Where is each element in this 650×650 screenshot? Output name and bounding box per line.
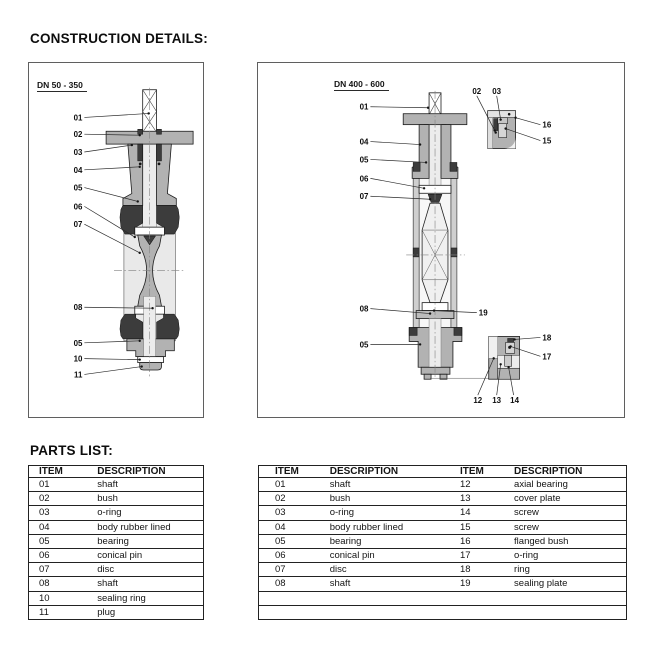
callout-19-label: 19 [478, 308, 488, 318]
item-cell: 08 [29, 577, 94, 591]
item-column-header-2: ITEM [448, 466, 505, 478]
description-cell: conical pin [93, 548, 203, 562]
item-cell: 03 [29, 506, 94, 520]
o-ring-right [158, 162, 161, 165]
description-cell: shaft [325, 577, 448, 591]
description-cell: disc [93, 563, 203, 577]
item-cell: 19 [448, 577, 505, 591]
description-cell: axial bearing [505, 478, 626, 492]
callout-labels [74, 113, 83, 379]
callout-06-label: 06 [73, 202, 83, 212]
callout-05b-label: 05 [359, 340, 369, 350]
description-cell: body rubber lined [93, 520, 203, 534]
rubber-corner-upper-right [450, 162, 457, 171]
bottom-plate [421, 367, 450, 374]
parts-row [29, 577, 204, 591]
parts-row [259, 577, 627, 591]
parts-row [29, 492, 204, 506]
description-cell: bush [93, 492, 203, 506]
callout-14-label: 14 [510, 396, 520, 406]
description-cell: flanged bush [505, 534, 626, 548]
parts-row [29, 534, 204, 548]
callout-05-label: 05 [359, 155, 369, 165]
item-cell: 13 [448, 492, 505, 506]
callout-13-label: 13 [492, 396, 502, 406]
callout-08-label: 08 [359, 304, 369, 314]
item-cell: 08 [259, 577, 325, 591]
callout-15-label: 15 [542, 136, 552, 146]
foot-left [424, 374, 431, 379]
description-column-header: DESCRIPTION [325, 466, 448, 478]
corner-notch [489, 336, 498, 358]
rubber-corner-lower-left [409, 328, 417, 336]
description-cell: cover plate [505, 492, 626, 506]
valve-cross-section [403, 91, 489, 379]
description-cell: screw [505, 506, 626, 520]
description-cell: o-ring [325, 506, 448, 520]
stem-shaft [143, 90, 157, 133]
bush-strip-left [138, 144, 143, 161]
parts-row-empty [259, 591, 627, 605]
bush-detail [494, 119, 498, 131]
description-cell: disc [325, 563, 448, 577]
item-cell: 04 [29, 520, 94, 534]
parts-row [259, 534, 627, 548]
sealing-ring [138, 357, 164, 363]
parts-row [259, 548, 627, 562]
diagram-panel-dn400-600 [257, 62, 625, 418]
item-cell: 05 [259, 534, 325, 548]
parts-row [29, 605, 204, 619]
description-cell: sealing ring [93, 591, 203, 605]
description-cell: screw [505, 520, 626, 534]
bush-top-right [157, 129, 162, 134]
item-cell: 04 [259, 520, 325, 534]
description-cell: ring [505, 563, 626, 577]
parts-row [29, 520, 204, 534]
callout-04-label: 04 [359, 137, 369, 147]
description-cell: bearing [93, 534, 203, 548]
dn-range-label-right: DN 400 - 600 [334, 79, 389, 91]
item-cell: 02 [29, 492, 94, 506]
item-cell: 12 [448, 478, 505, 492]
item-cell: 18 [448, 563, 505, 577]
trunnion-seal-left [413, 248, 419, 257]
parts-table-left [28, 465, 204, 620]
o-ring-left [139, 162, 142, 165]
description-cell: conical pin [325, 548, 448, 562]
description-cell: shaft [325, 478, 448, 492]
dn-range-label-left: DN 50 - 350 [37, 80, 87, 92]
item-cell: 17 [448, 548, 505, 562]
item-cell: 16 [448, 534, 505, 548]
parts-row [259, 563, 627, 577]
parts-row [29, 591, 204, 605]
description-column-header: DESCRIPTION [93, 466, 203, 478]
callout-02-label: 02 [73, 130, 83, 140]
item-cell: 03 [259, 506, 325, 520]
callout-03-label: 03 [492, 86, 502, 96]
flanged-bush-lip [488, 111, 516, 118]
callout-16-label: 16 [542, 120, 552, 130]
parts-row [29, 506, 204, 520]
item-cell: 05 [29, 534, 94, 548]
item-column-header: ITEM [29, 466, 94, 478]
callout-01-label: 01 [359, 102, 369, 112]
rubber-corner-upper-left [413, 162, 420, 171]
item-cell: 06 [29, 548, 94, 562]
callout-07-label: 07 [73, 220, 83, 230]
callout-12-label: 12 [473, 396, 483, 406]
description-cell: sealing plate [505, 577, 626, 591]
ring [508, 338, 514, 342]
item-column-header: ITEM [259, 466, 325, 478]
parts-row [259, 492, 627, 506]
description-cell: o-ring [505, 548, 626, 562]
parts-row [29, 563, 204, 577]
item-cell: 11 [29, 605, 94, 619]
callout-01-label: 01 [73, 113, 83, 123]
parts-row [29, 548, 204, 562]
description-cell: bush [325, 492, 448, 506]
item-cell: 07 [259, 563, 325, 577]
item-cell: 07 [29, 563, 94, 577]
rubber-corner-lower-right [454, 328, 462, 336]
description-cell: bearing [325, 534, 448, 548]
detail-view-top [488, 111, 516, 149]
construction-details-heading: CONSTRUCTION DETAILS: [30, 31, 208, 46]
parts-row [259, 506, 627, 520]
diagram-panel-dn50-350 [28, 62, 204, 418]
description-column-header-2: DESCRIPTION [505, 466, 626, 478]
screw-head [498, 118, 508, 124]
o-ring-detail [508, 113, 511, 116]
bush-strip-right [157, 144, 162, 161]
screw-shaft [499, 123, 507, 138]
valve-drawing-dn400-600 [258, 63, 624, 417]
callout-06-label: 06 [359, 174, 369, 184]
callout-02-label: 02 [472, 86, 482, 96]
parts-table-header-row [259, 466, 627, 478]
description-cell: shaft [93, 577, 203, 591]
parts-list-heading: PARTS LIST: [30, 443, 113, 458]
description-cell: shaft [93, 478, 203, 492]
plug [140, 363, 162, 370]
description-cell: body rubber lined [325, 520, 448, 534]
callout-05-label: 05 [73, 183, 83, 193]
valve-drawing-dn50-350 [29, 63, 203, 417]
callout-11-label: 11 [74, 370, 83, 380]
item-cell: 01 [29, 478, 94, 492]
description-cell: o-ring [93, 506, 203, 520]
callout-10-label: 10 [73, 354, 83, 364]
callout-07-label: 07 [359, 192, 369, 202]
parts-table-header-row [29, 466, 204, 478]
item-cell: 14 [448, 506, 505, 520]
bush-top-left [138, 129, 143, 134]
parts-row [29, 478, 204, 492]
screw [505, 355, 512, 366]
callout-08-label: 08 [73, 303, 83, 313]
callout-03-label: 03 [73, 147, 83, 157]
trunnion-seal-right [451, 248, 457, 257]
parts-row-empty [259, 605, 627, 619]
item-cell: 02 [259, 492, 325, 506]
parts-row [259, 520, 627, 534]
valve-cross-section [106, 88, 193, 377]
item-cell: 01 [259, 478, 325, 492]
callout-05b-label: 05 [73, 338, 83, 348]
parts-table-right [258, 465, 627, 620]
description-cell: plug [93, 605, 203, 619]
callout-17-label: 17 [542, 352, 552, 362]
callout-04-label: 04 [73, 165, 83, 175]
item-cell: 15 [448, 520, 505, 534]
parts-row [259, 478, 627, 492]
item-cell: 06 [259, 548, 325, 562]
item-cell: 10 [29, 591, 94, 605]
callout-18-label: 18 [542, 333, 552, 343]
